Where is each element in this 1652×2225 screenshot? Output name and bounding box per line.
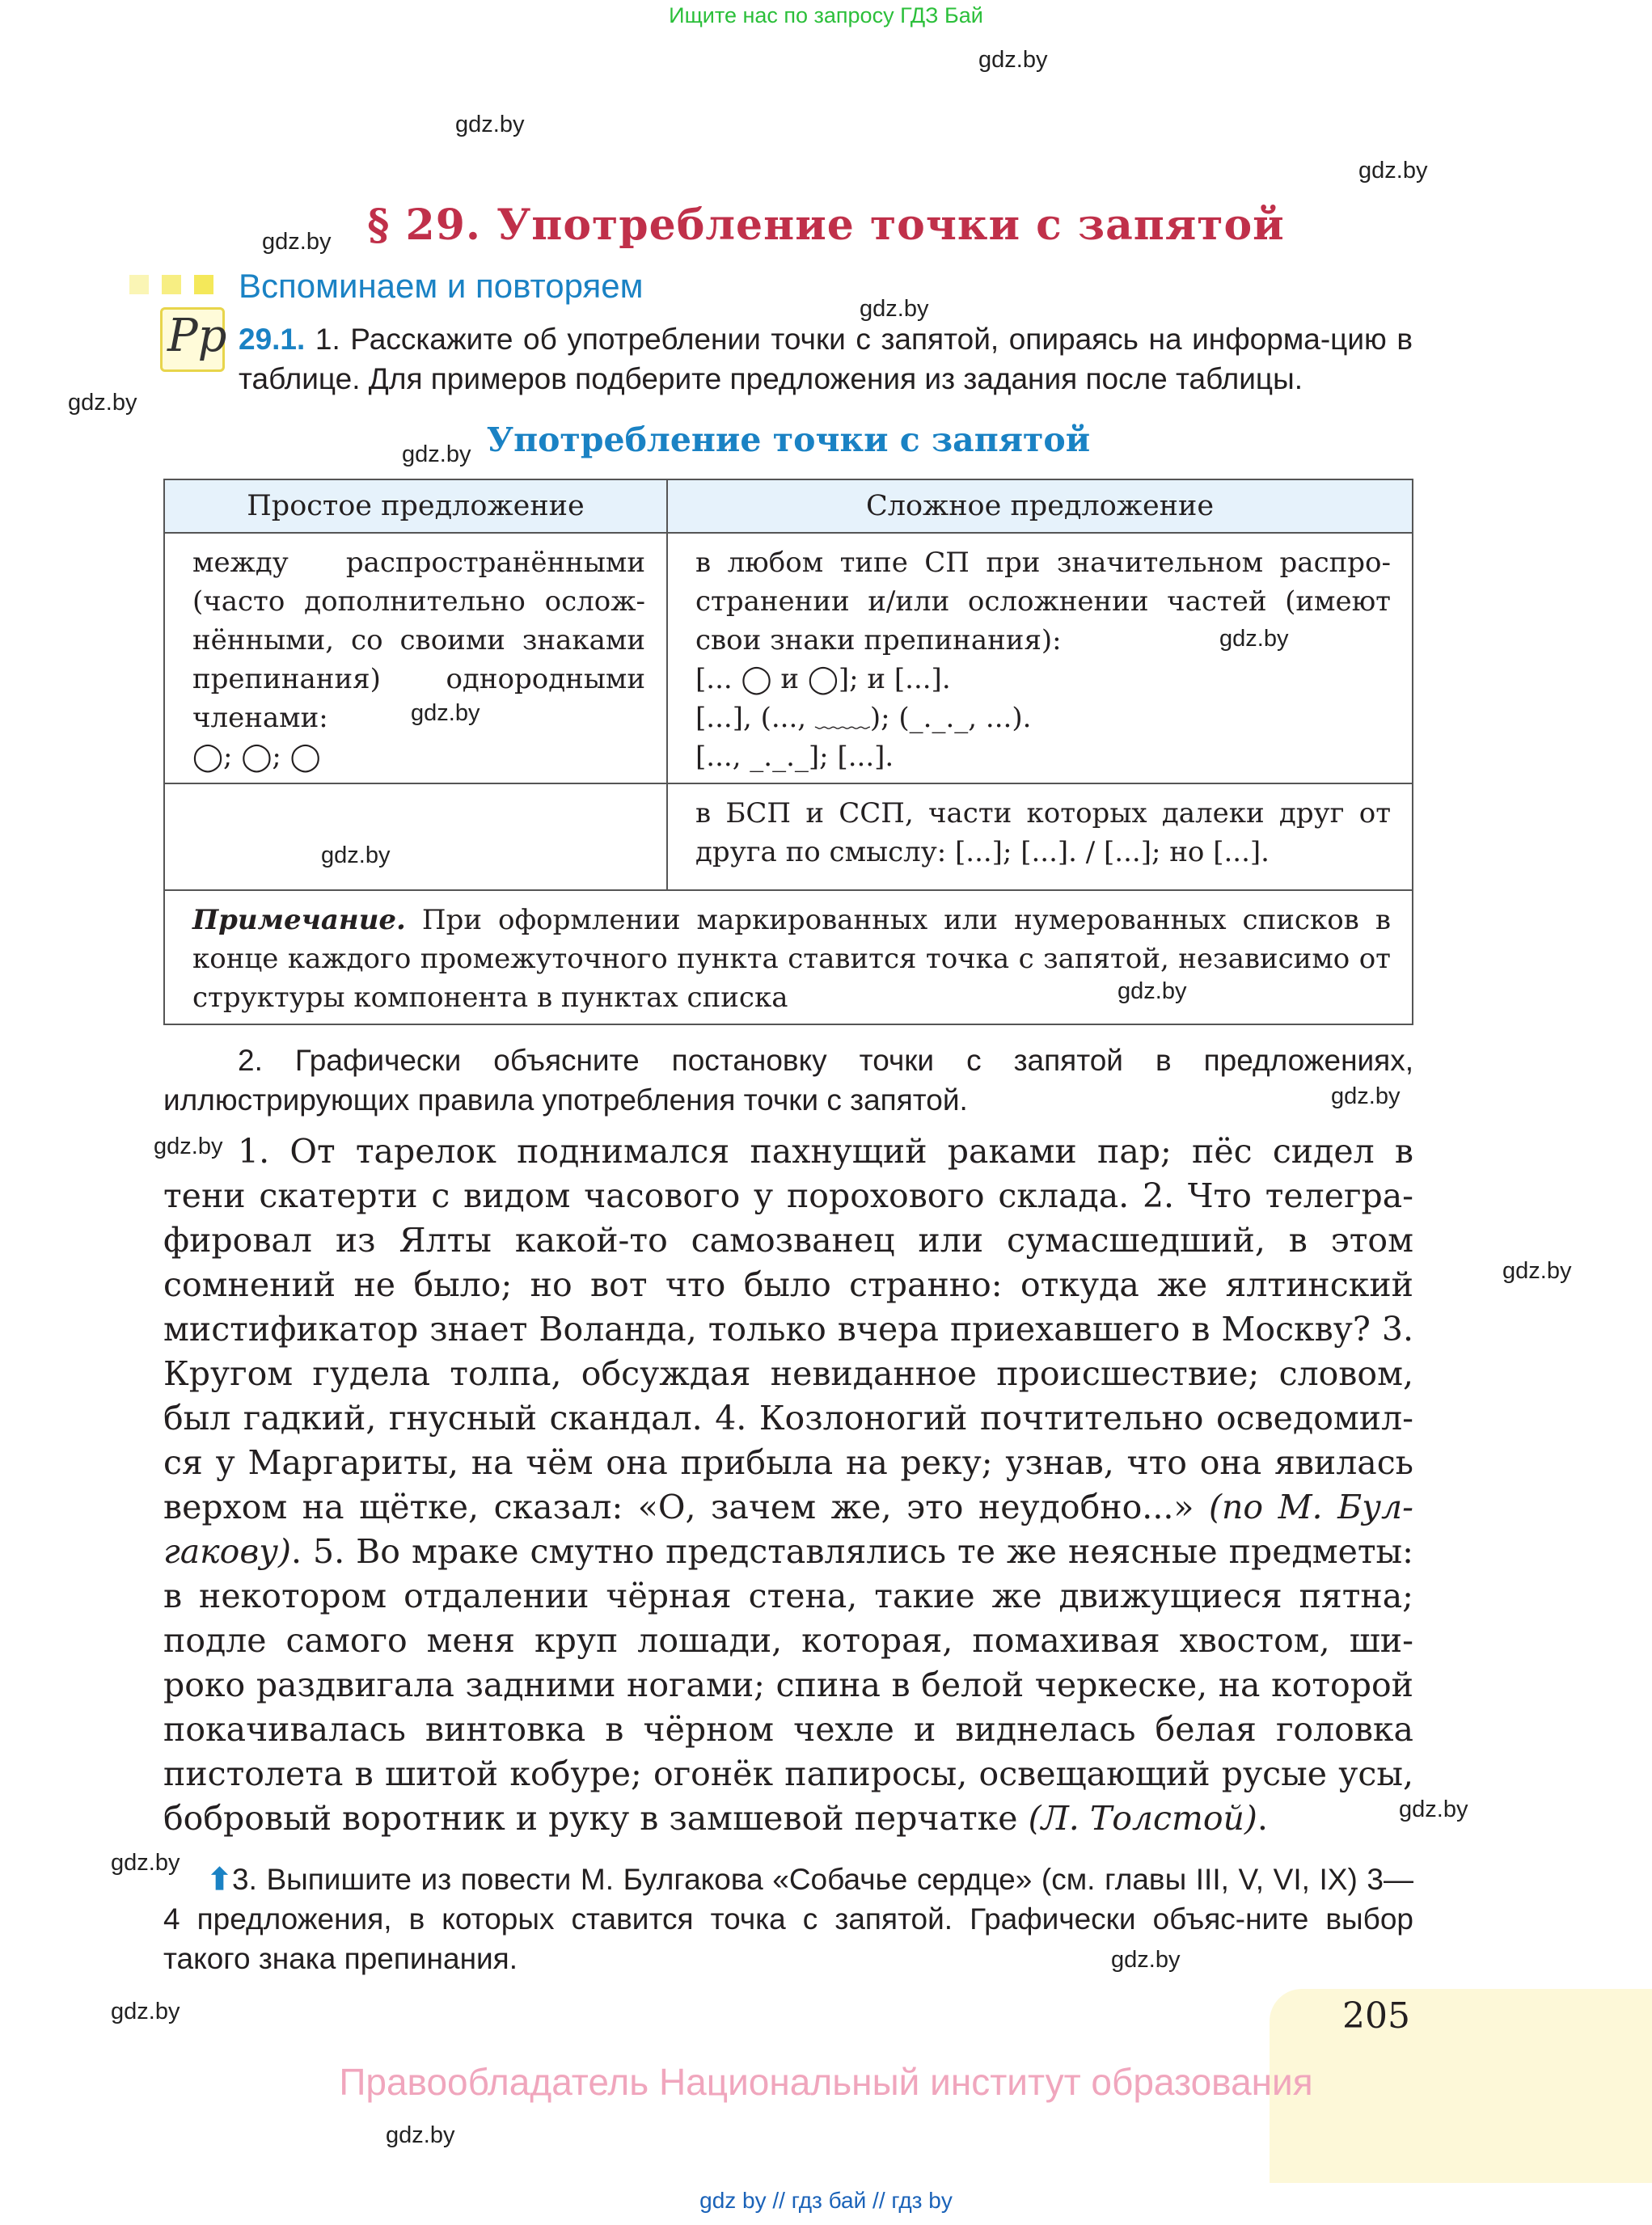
watermark: gdz.by [386, 2122, 455, 2148]
advanced-task-icon: ⬆ [207, 1863, 233, 1896]
examples-part: . 5. Во мраке смутно представлялись те же неясные предметы: в некотором отдалении чёрная стена, такие же движущиеся пятна; подле самого меня круп лошади, которая, помахивая хвостом, ши-роко раздвигала задними ногами; спина в белой черкеске, на которой покачивалась винтовка в чёрном чехле и виднелась белая головка пистолета в шитой кобуре; огонёк папиросы, освещающий русые усы, бобровый воротник и руку в замшевой перчатке [163, 1532, 1413, 1838]
watermark: gdz.by [321, 842, 391, 868]
page-title: § 29. Употребление точки с запятой [367, 201, 1285, 250]
decor-square [129, 275, 149, 294]
rights-holder: Правообладатель Национальный институт образования [339, 2061, 1313, 2103]
watermark: gdz.by [1399, 1796, 1468, 1822]
cell-simple-1 [164, 533, 667, 783]
note-text: При оформлении маркированных или нумерованных списков в конце каждого промежуточного пункта ставится точка с запятой, независимо от структуры компонента в пунктах списка [192, 904, 1391, 1014]
cell-complex-2: в БСП и ССП, части которых далеки друг от друга по смыслу: [...]; [...]. / [...]; но [...]. [667, 783, 1413, 890]
watermark: gdz.by [262, 229, 332, 255]
decor-square [162, 275, 181, 294]
examples-part: 1. От тарелок поднимался пахнущий раками пар; пёс сидел в тени скатерти с видом часового у порохового склада. 2. Что телегра-фировал из Ялты какой-то самозванец или сумасшедший, в этом сомнений не было; но вот что было странно: откуда же ялтинский мистификатор знает Воланда, только вчера приехавшего в Москву? 3. Кругом гудела толпа, обсуждая невиданное происшествие; словом, был гадкий, гнусный скандал. 4. Козлоногий почтительно осведомил-ся у Маргариты, на чём она прибыла на реку; узнав, что она явилась верхом на щётке, сказал: «О, зачем же, это неудобно...» [163, 1132, 1413, 1526]
scheme: [...], (..., ﹏﹏); (_._._, ...). [695, 702, 1032, 734]
task-text: 1. Расскажите об употреблении точки с запятой, опираясь на информа-цию в таблице. Для примеров подберите предложения из задания после таблицы. [239, 323, 1413, 395]
page-number: 205 [1342, 1995, 1410, 2037]
source: (Л. Толстой) [1028, 1799, 1257, 1838]
watermark: gdz.by [1502, 1258, 1572, 1284]
task-29-1 [239, 319, 1413, 399]
watermark: gdz.by [68, 390, 137, 416]
source: (по М. Бул-гакову) [163, 1488, 1413, 1571]
note-label: Примечание. [192, 904, 406, 936]
watermark: gdz.by [1118, 978, 1187, 1004]
cell-text: между распространёнными (часто дополнительно ослож-нёнными, со своими знаками препинания) однородными членами: [192, 547, 645, 734]
scheme: [..., _._._]; [...]. [695, 741, 894, 773]
watermark: gdz.by [1331, 1083, 1401, 1109]
watermark: gdz.by [860, 296, 929, 322]
task-number: 29.1. [239, 323, 306, 356]
watermark: gdz.by [1219, 626, 1289, 652]
speaking-task-icon [160, 307, 225, 372]
task-3 [163, 1860, 1413, 1978]
section-subheading: Вспоминаем и повторяем [239, 267, 644, 305]
scheme: ◯; ◯; ◯ [192, 741, 321, 773]
watermark: gdz.by [1358, 158, 1428, 184]
rules-table [163, 479, 1413, 1025]
task-2: 2. Графически объясните постановку точки с запятой в предложениях, иллюстрирующих правила употребления точки с запятой. [163, 1044, 1413, 1117]
bottom-links[interactable]: gdz by // гдз бай // гдз by [699, 2188, 953, 2213]
watermark: gdz.by [111, 1999, 180, 2024]
watermark: gdz.by [1111, 1947, 1181, 1973]
examples-end: . [1257, 1799, 1268, 1838]
top-banner[interactable]: Ищите нас по запросу ГДЗ Бай [669, 3, 983, 27]
watermark: gdz.by [402, 441, 471, 467]
table-note [164, 890, 1413, 1024]
scheme: [... ◯ и ◯]; и [...]. [695, 663, 951, 695]
icon-letters: Pp [167, 310, 227, 362]
examples-text [163, 1129, 1413, 1841]
task-text: 3. Выпишите из повести М. Булгакова «Собачье сердце» (см. главы III, V, VI, IX) 3—4 предложения, в которых ставится точка с запятой. Графически объяс-ните выбор такого знака препинания. [163, 1863, 1413, 1975]
table-header-simple: Простое предложение [164, 479, 667, 533]
watermark: gdz.by [154, 1134, 223, 1159]
cell-simple-2 [164, 783, 667, 890]
watermark: gdz.by [455, 112, 525, 137]
watermark: gdz.by [411, 700, 480, 726]
watermark: gdz.by [111, 1850, 180, 1876]
decor-square [194, 275, 213, 294]
cell-complex-1 [667, 533, 1413, 783]
cell-text: в любом типе СП при значительном распро-странении и/или осложнении частей (имеют свои знаки препинания): [695, 547, 1391, 657]
watermark: gdz.by [978, 47, 1048, 73]
table-title: Употребление точки с запятой [486, 420, 1091, 459]
table-header-complex: Сложное предложение [667, 479, 1413, 533]
